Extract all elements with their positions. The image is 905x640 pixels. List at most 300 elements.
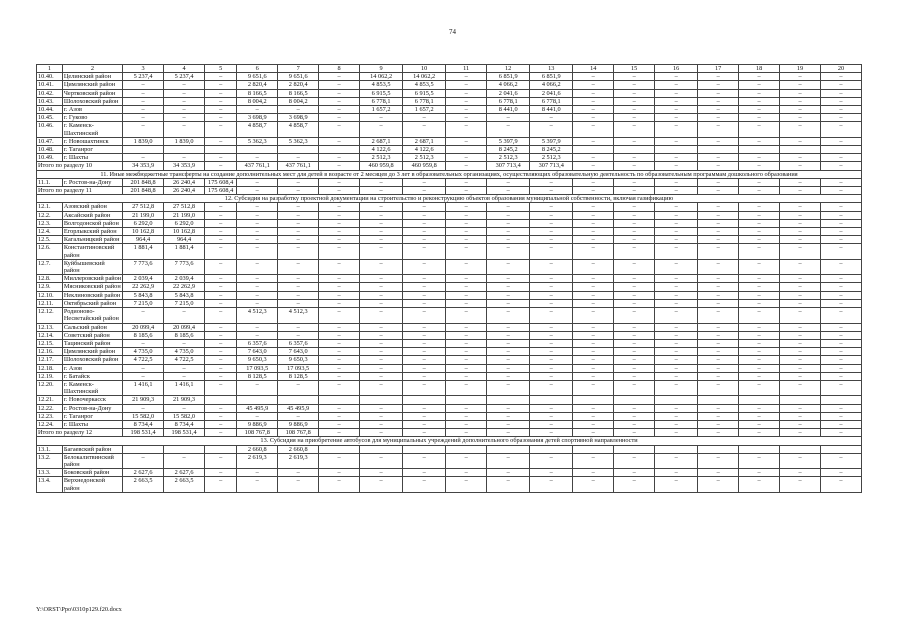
table-cell: 460 959,8 [403,162,446,170]
row-number: 12.12. [37,308,63,323]
row-number: 12.17. [37,356,63,364]
table-cell: – [360,339,403,347]
table-cell: – [446,348,487,356]
table-cell: – [780,291,821,299]
row-number: 10.48. [37,146,63,154]
table-cell: – [123,404,164,412]
table-cell: – [739,203,780,211]
table-cell: – [278,283,319,291]
table-cell: – [403,412,446,420]
table-cell: – [278,469,319,477]
table-cell: – [164,453,205,468]
table-cell: – [614,236,655,244]
municipality-name: Целинский район [62,73,122,81]
table-cell: 1 839,0 [123,137,164,145]
table-cell: – [487,259,530,274]
header-cell: 6 [237,65,278,73]
table-cell: – [614,275,655,283]
row-number: 12.15. [37,339,63,347]
total-row [37,429,862,437]
municipality-name: Цимлянский район [62,81,122,89]
row-number: 12.13. [37,323,63,331]
table-cell: 1 839,0 [164,137,205,145]
table-cell: – [739,412,780,420]
table-cell: – [739,73,780,81]
table-row [37,106,862,114]
table-cell: 4 735,0 [164,348,205,356]
table-cell: – [698,291,739,299]
section-title-row [37,170,862,178]
table-cell: – [164,154,205,162]
table-cell: – [487,187,530,195]
table-cell: – [739,331,780,339]
table-cell: – [820,469,861,477]
table-cell [698,146,739,154]
table-cell: – [205,323,237,331]
table-cell: – [530,244,573,259]
header-cell: 5 [205,65,237,73]
table-cell: – [319,477,360,492]
table-cell: 2 512,3 [403,154,446,162]
table-cell: – [780,356,821,364]
header-cell: 4 [164,65,205,73]
table-cell: – [319,259,360,274]
table-cell: – [614,259,655,274]
table-cell: – [573,469,614,477]
table-cell: – [698,323,739,331]
table-cell: – [205,364,237,372]
table-cell: – [205,236,237,244]
table-cell: – [614,372,655,380]
table-cell: – [614,137,655,145]
table-cell: – [403,420,446,428]
table-cell: – [205,429,237,437]
table-cell: 8 166,5 [278,89,319,97]
table-cell: 964,4 [164,236,205,244]
table-cell: – [614,477,655,492]
table-cell: – [205,283,237,291]
table-cell: – [530,477,573,492]
table-cell: – [655,162,698,170]
table-cell: – [739,228,780,236]
table-cell: – [237,275,278,283]
table-cell: – [319,420,360,428]
table-cell [319,396,360,404]
table-cell: – [403,477,446,492]
table-cell: – [360,420,403,428]
table-cell: – [278,228,319,236]
table-cell: – [739,348,780,356]
table-cell: 22 262,9 [123,283,164,291]
table-cell: – [530,203,573,211]
table-row [37,81,862,89]
table-cell [820,445,861,453]
table-cell: – [278,299,319,307]
table-cell: – [739,469,780,477]
table-cell: 10 162,8 [123,228,164,236]
table-cell: – [530,429,573,437]
table-cell [205,396,237,404]
table-cell: – [614,211,655,219]
table-cell: – [820,453,861,468]
table-cell: – [278,275,319,283]
table-cell: – [739,81,780,89]
table-cell [573,445,614,453]
table-cell: 6 915,5 [403,89,446,97]
table-cell: – [780,331,821,339]
table-cell: – [780,228,821,236]
table-cell: – [820,291,861,299]
table-cell: – [698,404,739,412]
table-cell: 5 843,8 [123,291,164,299]
table-row [37,154,862,162]
table-cell: – [614,154,655,162]
table-cell: – [614,187,655,195]
table-cell: – [698,236,739,244]
table-cell: – [530,356,573,364]
table-cell: – [164,372,205,380]
table-cell: – [237,291,278,299]
table-cell: – [530,323,573,331]
table-cell: 8 004,2 [278,97,319,105]
table-cell: 45 495,9 [278,404,319,412]
table-cell: – [655,356,698,364]
table-cell: – [573,203,614,211]
table-cell: – [780,211,821,219]
municipality-name: Азовский район [62,203,122,211]
table-cell: 6 778,1 [530,97,573,105]
table-cell: – [446,283,487,291]
table-cell: – [205,477,237,492]
table-cell: 4 512,3 [278,308,319,323]
table-cell: – [698,477,739,492]
table-cell: – [205,81,237,89]
table-cell: – [530,299,573,307]
table-cell: – [780,412,821,420]
table-cell: – [820,348,861,356]
table-cell: – [278,219,319,227]
row-number: 12.14. [37,331,63,339]
table-cell: – [780,429,821,437]
table-cell: – [655,429,698,437]
table-cell [446,396,487,404]
table-cell: – [698,308,739,323]
table-cell: – [530,412,573,420]
table-cell: – [530,404,573,412]
table-cell: – [780,299,821,307]
table-cell: – [360,429,403,437]
table-cell: – [319,380,360,395]
table-cell: – [614,299,655,307]
table-cell: 4 722,5 [164,356,205,364]
row-number: 13.3. [37,469,63,477]
table-row [37,203,862,211]
table-cell: – [739,236,780,244]
table-cell: 198 531,4 [123,429,164,437]
table-cell: – [820,73,861,81]
table-cell: – [780,154,821,162]
table-cell [237,396,278,404]
table-cell: – [123,106,164,114]
table-cell: 2 039,4 [164,275,205,283]
table-cell: – [360,308,403,323]
table-cell: – [360,259,403,274]
row-number: 10.42. [37,89,63,97]
table-cell: – [123,122,164,137]
table-cell: 6 851,9 [487,73,530,81]
table-cell: – [319,114,360,122]
table-cell: 4 853,5 [403,81,446,89]
table-cell: – [319,348,360,356]
table-row [37,477,862,492]
table-cell: – [820,114,861,122]
row-number: 12.3. [37,219,63,227]
table-cell: – [780,420,821,428]
table-cell: – [319,323,360,331]
table-cell: – [780,323,821,331]
table-cell: – [487,211,530,219]
table-cell: – [487,412,530,420]
table-cell: – [655,97,698,105]
table-cell: – [446,211,487,219]
table-cell: 4 722,5 [123,356,164,364]
table-cell: 1 657,2 [403,106,446,114]
table-cell: 6 778,1 [403,97,446,105]
table-cell: – [205,404,237,412]
total-row [37,187,862,195]
table-cell [780,445,821,453]
table-cell: – [360,380,403,395]
table-cell: – [655,364,698,372]
table-cell: – [614,162,655,170]
table-cell: – [446,477,487,492]
table-row [37,259,862,274]
table-cell: – [360,244,403,259]
table-cell: – [446,228,487,236]
table-cell: – [487,114,530,122]
row-number: 10.43. [37,97,63,105]
table-cell: 5 237,4 [164,73,205,81]
table-cell: – [573,420,614,428]
table-row [37,404,862,412]
table-cell: 1 881,4 [164,244,205,259]
table-cell: – [573,372,614,380]
table-cell: – [780,97,821,105]
table-cell: – [360,412,403,420]
table-cell: – [123,81,164,89]
table-cell: 6 357,6 [237,339,278,347]
table-row [37,89,862,97]
table-cell: 2 039,4 [123,275,164,283]
table-cell: – [205,299,237,307]
table-cell: 5 843,8 [164,291,205,299]
table-cell: – [237,477,278,492]
table-cell: – [820,122,861,137]
table-cell: – [360,283,403,291]
table-cell: – [780,364,821,372]
table-cell: – [446,291,487,299]
table-cell [530,396,573,404]
table-cell: – [573,364,614,372]
table-cell: – [319,308,360,323]
table-cell: – [237,380,278,395]
table-row [37,178,862,186]
table-cell: – [237,244,278,259]
table-cell: 20 099,4 [164,323,205,331]
table-cell: – [403,203,446,211]
row-number: 12.4. [37,228,63,236]
table-cell: – [205,372,237,380]
table-cell: – [530,291,573,299]
table-cell: – [780,114,821,122]
table-cell: – [655,73,698,81]
table-cell: – [487,308,530,323]
table-cell [360,396,403,404]
table-cell: – [446,73,487,81]
table-cell: 7 215,0 [164,299,205,307]
table-cell: – [205,73,237,81]
table-cell: – [319,469,360,477]
table-cell: – [487,380,530,395]
table-cell: – [319,73,360,81]
municipality-name: г. Каменск-Шахтинский [62,380,122,395]
file-path-footer: Y:\ORST\Ppo\0310p129.f20.docx [36,606,122,613]
table-cell: – [205,244,237,259]
table-cell: 437 761,1 [278,162,319,170]
table-cell: – [780,106,821,114]
table-cell: – [123,308,164,323]
table-cell: – [780,219,821,227]
table-cell: – [446,219,487,227]
table-cell: – [780,283,821,291]
table-cell: – [698,331,739,339]
table-row [37,420,862,428]
total-label: Итого по разделу 10 [37,162,123,170]
table-cell: – [487,244,530,259]
table-cell: 4 853,5 [360,81,403,89]
table-cell: – [403,429,446,437]
table-cell: – [820,372,861,380]
table-cell: – [739,106,780,114]
table-cell: 26 240,4 [164,187,205,195]
table-cell: – [573,453,614,468]
table-cell: – [205,412,237,420]
table-cell: 3 698,9 [278,114,319,122]
table-row [37,244,862,259]
table-cell [164,445,205,453]
table-cell: – [319,122,360,137]
table-cell: – [573,412,614,420]
table-cell: – [278,211,319,219]
table-cell: – [360,356,403,364]
table-cell [655,396,698,404]
table-cell: – [655,372,698,380]
table-cell: – [614,331,655,339]
municipality-name: г. Шахты [62,420,122,428]
table-cell: – [614,283,655,291]
table-cell: – [530,339,573,347]
table-cell: – [164,339,205,347]
table-cell: – [487,203,530,211]
table-cell: – [614,420,655,428]
table-cell: – [278,244,319,259]
table-cell: 34 353,9 [164,162,205,170]
table-cell: 6 851,9 [530,73,573,81]
table-cell: – [164,114,205,122]
table-cell: 5 237,4 [123,73,164,81]
table-cell: – [739,211,780,219]
table-cell: – [573,73,614,81]
table-cell: – [403,372,446,380]
table-cell: – [655,453,698,468]
municipality-name: Верхнедонской район [62,477,122,492]
table-cell: 437 761,1 [237,162,278,170]
table-cell: 964,4 [123,236,164,244]
table-cell: – [820,339,861,347]
table-cell: – [614,453,655,468]
municipality-name: Советский район [62,331,122,339]
table-cell [123,146,164,154]
table-cell: – [205,122,237,137]
table-cell: 4 066,2 [487,81,530,89]
table-cell: – [487,331,530,339]
table-cell [573,146,614,154]
table-cell: – [739,114,780,122]
header-cell: 9 [360,65,403,73]
table-cell: – [573,308,614,323]
table-cell [655,146,698,154]
table-cell: – [739,308,780,323]
table-cell: – [698,162,739,170]
table-row [37,146,862,154]
municipality-name: г. Таганрог [62,412,122,420]
table-cell: – [403,122,446,137]
header-cell: 1 [37,65,63,73]
table-cell: – [530,308,573,323]
table-cell: – [278,203,319,211]
table-cell: – [360,114,403,122]
table-cell: – [487,228,530,236]
table-cell: – [205,275,237,283]
table-cell: – [614,412,655,420]
table-cell: – [739,429,780,437]
table-cell: – [820,219,861,227]
table-cell: – [446,404,487,412]
table-cell: – [446,308,487,323]
table-cell: – [530,178,573,186]
table-cell: – [573,219,614,227]
row-number: 13.4. [37,477,63,492]
table-cell: – [446,137,487,145]
table-cell: – [573,339,614,347]
table-cell: – [655,283,698,291]
row-number: 12.5. [37,236,63,244]
table-cell: – [164,122,205,137]
municipality-name: г. Гуково [62,114,122,122]
table-cell: 34 353,9 [123,162,164,170]
table-cell: – [614,244,655,259]
table-cell: – [319,429,360,437]
table-row [37,445,862,453]
table-cell: 15 582,0 [123,412,164,420]
table-cell: – [780,469,821,477]
table-cell: – [614,203,655,211]
table-cell: – [237,219,278,227]
table-cell: – [403,323,446,331]
table-cell: – [655,380,698,395]
table-cell: – [820,323,861,331]
table-cell: – [698,244,739,259]
